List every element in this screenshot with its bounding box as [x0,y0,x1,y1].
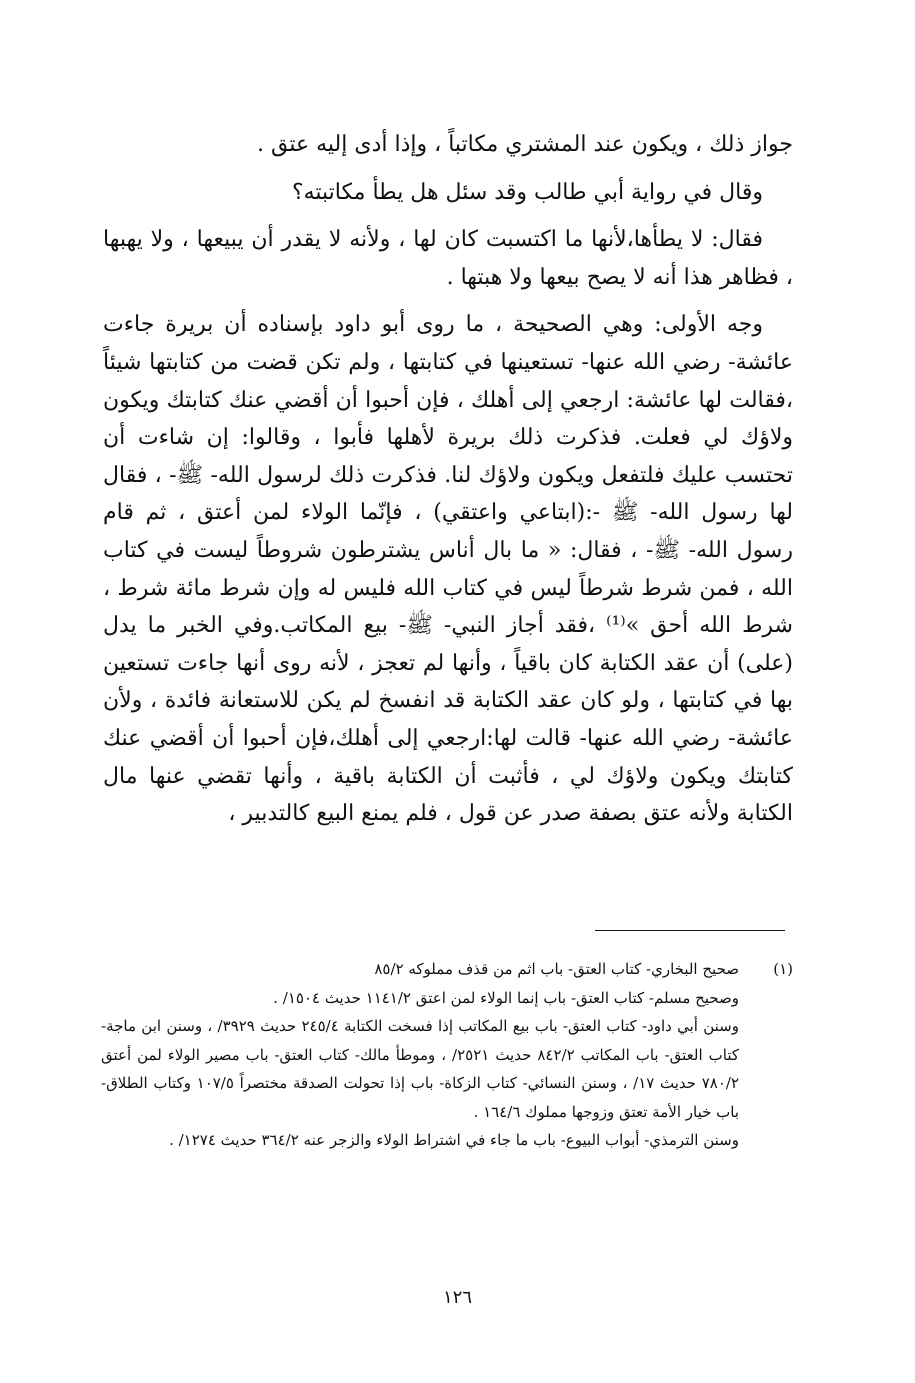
footnote-line: صحيح البخاري- كتاب العتق- باب اثم من قذف مملوكه ٨٥/٢ [374,960,739,978]
page-number: ١٢٦ [442,1287,472,1308]
main-text [103,126,793,833]
footnotes [101,955,793,1155]
paragraph: وقال في رواية أبي طالب وقد سئل هل يطأ مكاتبته؟ [291,179,763,205]
footnote-divider [595,930,785,931]
footnote-line: وسنن أبي داود- كتاب العتق- باب بيع المكاتب إذا فسخت الكتابة ٢٤٥/٤ حديث ٣٩٢٩/ ، وسنن ابن ماجة- كتاب العتق- باب المكاتب ٨٤٢/٢ حديث ٢٥٢١/ ، وموطأ مالك- كتاب العتق- باب مصير الولاء لمن أعتق ٧٨٠/٢ حديث ١٧/ ، وسنن النسائي- كتاب الزكاة- باب إذا تحولت الصدقة مختصراً ١٠٧/٥ وكتاب الطلاق- باب خيار الأمة تعتق وزوجها مملوك ١٦٤/٦ . [101,1017,739,1121]
footnote-line: وصحيح مسلم- كتاب العتق- باب إنما الولاء لمن اعتق ١١٤١/٢ حديث ١٥٠٤/ . [273,988,739,1007]
footnote-number: (١) [773,960,793,978]
footnote-item [101,955,793,1155]
paragraph: جواز ذلك ، ويكون عند المشتري مكاتباً ، وإذا أدى إليه عتق . [257,132,793,157]
footnote-line: وسنن الترمذي- أبواب البيوع- باب ما جاء في اشتراط الولاء والزجر عنه ٣٦٤/٢ حديث ١٢٧٤/ . [169,1131,739,1149]
footnote-body [101,955,739,1155]
paragraph: وجه الأولى: وهي الصحيحة ، ما روى أبو داود بإسناده أن بريرة جاءت عائشة- رضي الله عنها- تستعينها في كتابتها ، ولم تكن قضت من كتابتها شيئاً ،فقالت لها عائشة: ارجعي إلى أهلك ، فإن أحبوا أن أقضي عنك كتابتك ويكون ولاؤك لي فعلت. فذكرت ذلك بريرة لأهلها فأبوا ، وقالوا: إن شاءت أن تحتسب عليك فلتفعل ويكون ولاؤك لنا. فذكرت ذلك لرسول الله- ﷺ- ، فقال لها رسول الله- ﷺ -:(ابتاعي واعتقي) ، فإنّما الولاء لمن أعتق ، ثم قام رسول الله- ﷺ- ، فقال: « ما بال أناس يشترطون شروطاً ليست في كتاب الله ، فمن شرط شرطاً ليس في كتاب الله فليس له وإن شرط مائة شرط ، شرط الله أحق »⁽¹⁾ ،فقد أجاز النبي- ﷺ- بيع المكاتب.وفي الخبر ما يدل (على) أن عقد الكتابة كان باقياً ، وأنها لم تعجز ، لأنه روى أنها جاءت تستعين بها في كتابتها ، ولو كان عقد الكتابة قد انفسخ لم يكن للاستعانة فائدة ، ولأن عائشة- رضي الله عنها- قالت لها:ارجعي إلى أهلك،فإن أحبوا أن أقضي عنك كتابتك ويكون ولاؤك لي ، فأثبت أن الكتابة باقية ، وأنها تقضي عنها مال الكتابة ولأنه عتق بصفة صدر عن قول ، فلم يمنع البيع كالتدبير ، [103,312,793,827]
paragraph: فقال: لا يطأها،لأنها ما اكتسبت كان لها ، ولأنه لا يقدر أن يبيعها ، ولا يهبها ، فظاهر هذا أنه لا يصح بيعها ولا هبتها . [103,227,793,290]
